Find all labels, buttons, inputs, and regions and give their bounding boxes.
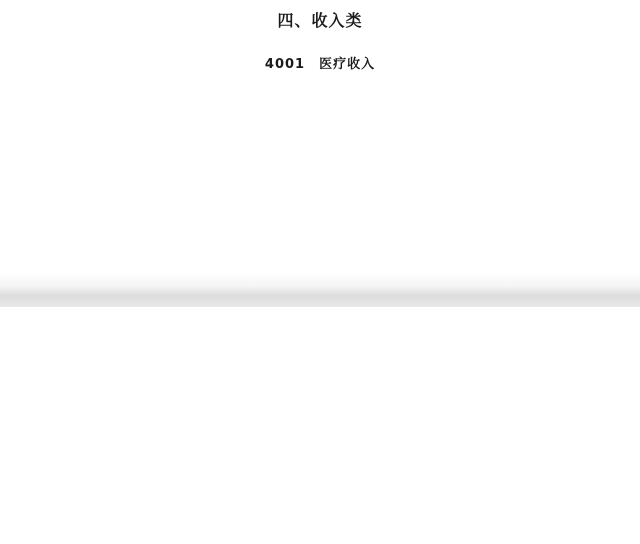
page-break	[0, 287, 640, 307]
section-title: 四、收入类	[277, 11, 363, 30]
page-break-shadow	[0, 272, 640, 287]
account-title: 4001 医疗收入	[264, 57, 376, 72]
